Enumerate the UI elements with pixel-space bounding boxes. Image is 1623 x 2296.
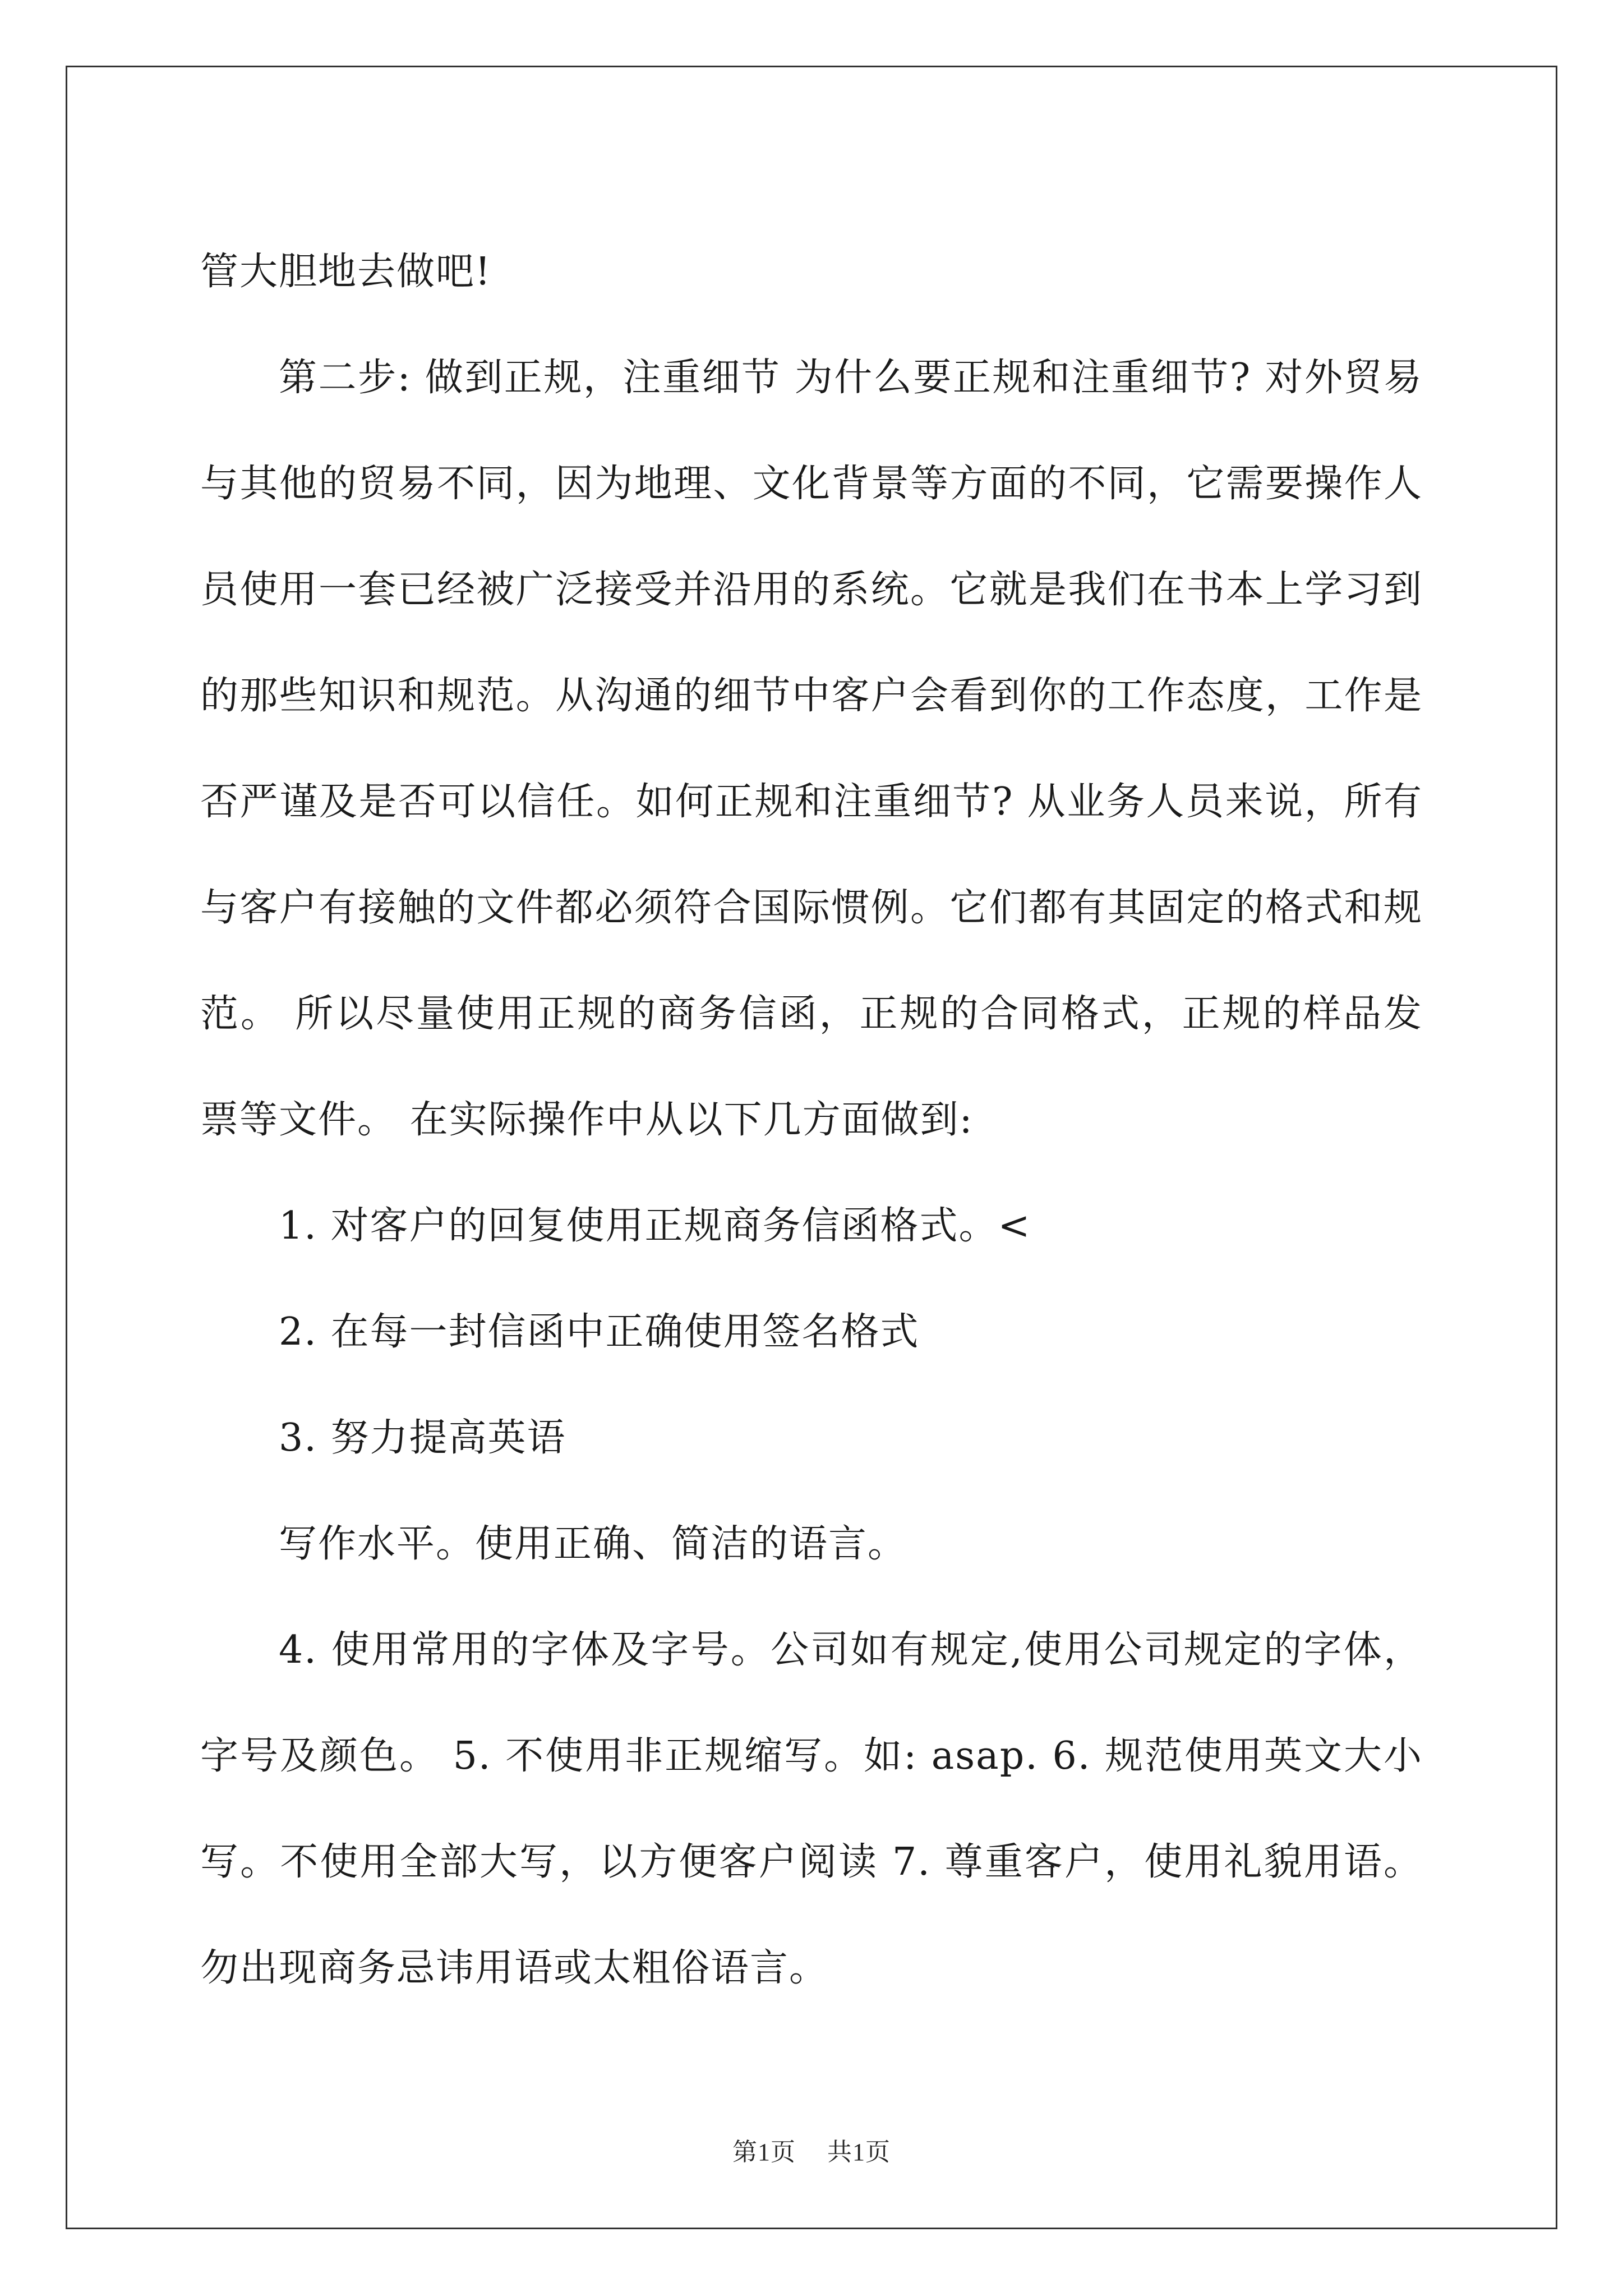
list-item-3: 3. 努力提高英语 xyxy=(279,1416,566,1460)
paragraph-items-4-7: 4. 使用常用的字体及字号。公司如有规定,使用公司规定的字体，字号及颜色。 5. 不使用非正规缩写。如: asap. 6. 规范使用英文大小写。不使用全部大写，以方便客户阅读 7. 尊重客户，使用礼貌用语。勿出现商务忌讳用语或太粗俗语言。 xyxy=(200,1628,1423,1990)
list-item-1: 1. 对客户的回复使用正规商务信函格式。< xyxy=(279,1204,1031,1248)
paragraph-continuation: 管大胆地去做吧! xyxy=(200,250,492,294)
paragraph-step-two: 第二步: 做到正规，注重细节 为什么要正规和注重细节? 对外贸易与其他的贸易不同，因为地理、文化背景等方面的不同，它需要操作人员使用一套已经被广泛接受并沿用的系统。它就是我们在书本上学习到的那些知识和规范。从沟通的细节中客户会看到你的工作态度，工作是否严谨及是否可以信任。如何正规和注重细节? 从业务人员来说，所有与客户有接触的文件都必须符合国际惯例。它们都有其固定的格式和规范。 所以尽量使用正规的商务信函，正规的合同格式，正规的样品发票等文件。 在实际操作中从以下几方面做到: xyxy=(200,356,1423,1142)
paragraph-writing-level: 写作水平。使用正确、简洁的语言。 xyxy=(279,1522,907,1566)
page-number: 第1页 xyxy=(732,2138,796,2166)
page-footer xyxy=(0,2132,1623,2168)
page-total: 共1页 xyxy=(827,2138,891,2166)
list-item-2: 2. 在每一封信函中正确使用签名格式 xyxy=(279,1310,920,1354)
document-body xyxy=(200,219,1423,2021)
